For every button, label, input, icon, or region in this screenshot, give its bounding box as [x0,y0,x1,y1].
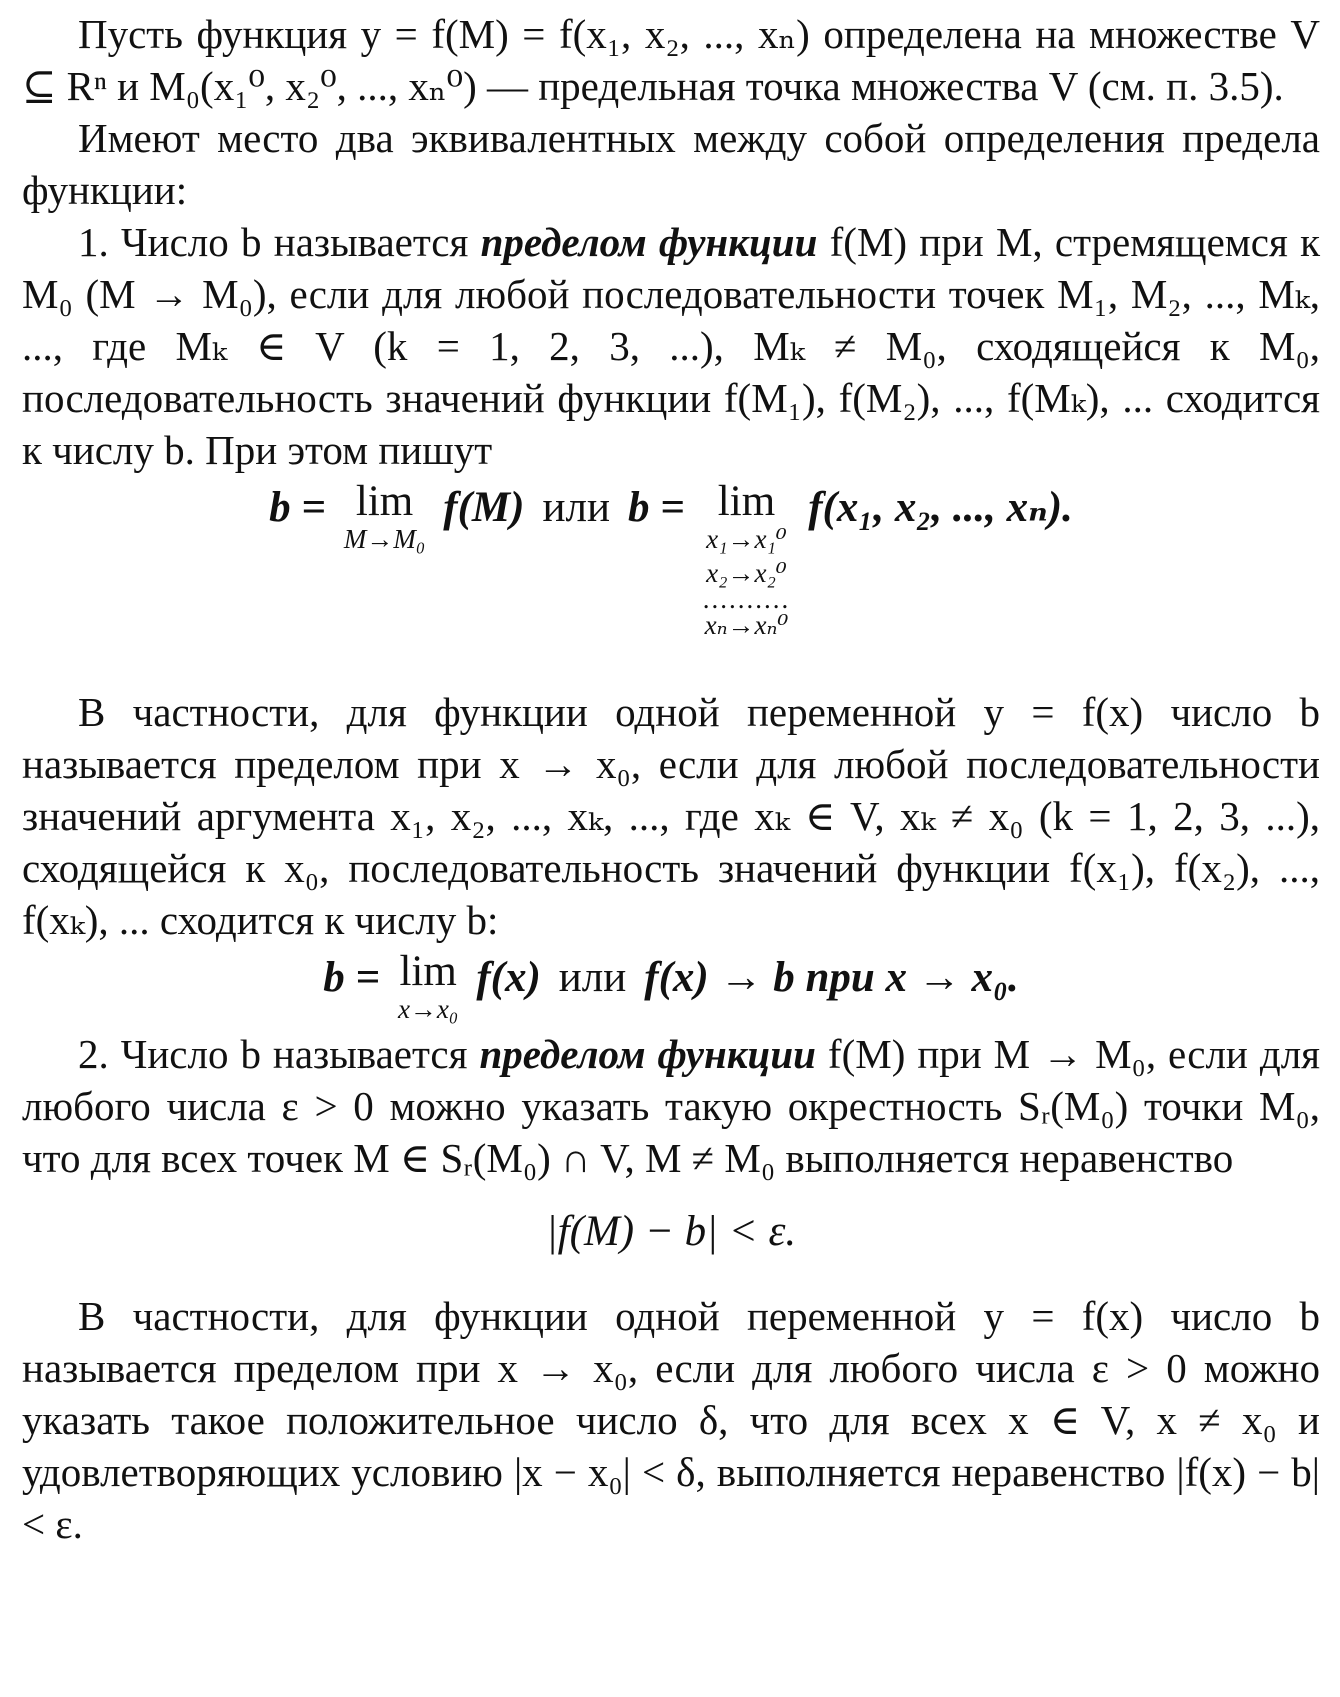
formula-2-lhs: b = [323,954,380,1001]
formula-2-rhs: f(x) → b при x → x₀. [644,954,1019,1001]
formula-1-lim-2 [702,478,791,642]
formula-1-or: или [542,484,610,531]
formula-1-lim2-sub-1: x₁→x₁⁰ [706,524,787,554]
definition-2-prefix: 2. Число b называется [78,1031,480,1077]
formula-2-function: f(x) [476,954,541,1001]
formula-1-function-2: f(x₁, x₂, ..., xₙ). [808,484,1073,531]
formula-1-lhs-text: b = [269,484,326,531]
formula-2-lim [397,948,459,1026]
definition-2-body: f(M) при M → M₀, если для любого числа ε > 0 можно указать такую окрестность Sᵣ(M₀) точки M₀, что для всех точек M ∈ Sᵣ(M₀) ∩ V, M ≠ M₀ выполняется неравенство [22,1031,1321,1181]
formula-2-or: или [558,954,627,1001]
paragraph-single-variable-1: В частности, для функции одной переменной y = f(x) число b называется пределом при x → x₀, если для любой последовательности значений аргумента x₁, x₂, ..., xₖ, ..., где xₖ ∈ V, xₖ ≠ x₀ (k = 1, 2, 3, ...), сходящейся к x₀, последовательность значений функции f(x₁), f(x₂), ..., f(xₖ), ... сходится к числу b: [22,689,1320,943]
formula-limit-multivariable [22,478,1320,682]
formula-2-lim-word: lim [399,948,457,995]
paragraph-definition-setup: Пусть функция y = f(M) = f(x₁, x₂, ..., xₙ) определена на множестве V ⊆ Rⁿ и M₀(x₁⁰, x₂⁰, ..., xₙ⁰) — предельная точка множества V (см. п. 3.5). [22,11,1320,109]
paragraph-single-variable-2: В частности, для функции одной переменной y = f(x) число b называется пределом при x → x₀, если для любого числа ε > 0 можно указать такое положительное число δ, что для всех x ∈ V, x ≠ x₀ и удовлетворяющих условию |x − x₀| < δ, выполняется неравенство |f(x) − b| < ε. [22,1293,1320,1547]
formula-1-lhs [269,482,326,534]
definition-1-prefix: 1. Число b называется [78,219,481,265]
definition-1-term: пределом функции [480,219,818,265]
formula-2-lim-subscript: x→x₀ [397,994,459,1024]
formula-3-text: |f(M) − b| < ε. [545,1208,797,1255]
formula-1-lim [343,478,426,556]
formula-1-lim2-sub-n: xₙ→xₙ⁰ [704,610,789,640]
paragraph-definition-1 [22,216,1320,476]
formula-epsilon-inequality [22,1206,1320,1278]
formula-1-lim-subscript: M→M₀ [343,524,426,554]
formula-1-lim-word: lim [355,478,414,525]
formula-1-lim2-sub-dots: .......... [702,584,791,614]
paragraph-two-definitions: Имеют место два эквивалентных между собой определения предела функции: [22,115,1320,213]
formula-1-function: f(M) [443,484,525,531]
paragraph-definition-2 [22,1028,1320,1184]
definition-1-body: f(M) при M, стремящемся к M₀ (M → M₀), если для любой последовательности точек M₁, M₂, ..., Mₖ, ..., где Mₖ ∈ V (k = 1, 2, 3, ...), Mₖ ≠ M₀, сходящейся к M₀, последовательность значений функции f(M₁), f(M₂), ..., f(Mₖ), ... сходится к числу b. При этом пишут [22,219,1320,473]
formula-1-rhs: b = [627,484,685,531]
formula-1-lim2-sub-2: x₂→x₂⁰ [706,558,787,588]
formula-limit-single-variable [22,948,1320,1024]
formula-1-lim2-word: lim [717,478,776,525]
definition-2-term: пределом функции [479,1031,816,1077]
